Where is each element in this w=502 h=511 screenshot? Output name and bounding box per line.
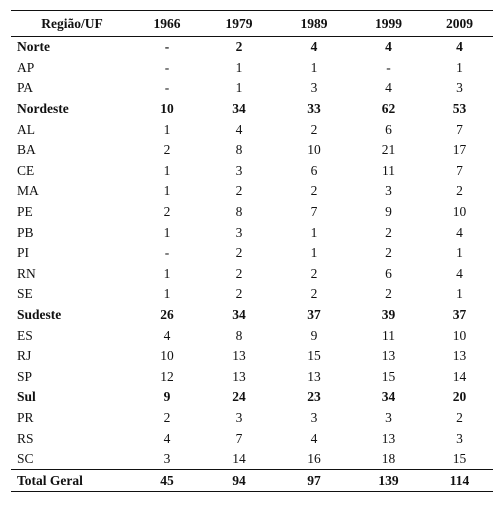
value-cell: 8	[235, 327, 243, 343]
value-cell: 3	[385, 409, 392, 425]
value-cell: 8	[235, 142, 243, 158]
table-row	[11, 284, 493, 305]
table-body	[11, 37, 493, 492]
value-cell: 10	[160, 348, 174, 364]
value-cell: 1	[163, 265, 171, 281]
value-cell: 4	[385, 39, 392, 55]
value-cell: 2	[235, 39, 243, 55]
value-cell: 1	[163, 162, 171, 178]
region-row	[11, 305, 493, 326]
value-cell: 23	[307, 389, 321, 405]
header-1979: 1979	[201, 11, 277, 37]
table-row	[11, 222, 493, 243]
value-cell: 53	[452, 101, 467, 117]
value-cell: -	[164, 59, 170, 75]
table-row	[11, 58, 493, 79]
value-cell: 6	[385, 121, 392, 137]
value-cell: 2	[310, 286, 318, 302]
value-cell: 2	[385, 286, 392, 302]
table-row	[11, 119, 493, 140]
value-cell: -	[164, 245, 170, 261]
value-cell: 2	[310, 121, 318, 137]
region-row	[11, 37, 493, 58]
total-row	[11, 470, 493, 492]
value-cell: 4	[456, 224, 463, 240]
value-cell: 13	[381, 348, 396, 364]
row-label-cell: Sul	[17, 389, 36, 405]
value-cell: 45	[133, 470, 201, 492]
table-row	[11, 346, 493, 367]
value-cell: 10	[452, 204, 467, 220]
value-cell: 2	[235, 183, 243, 199]
row-label-cell: RJ	[17, 348, 32, 364]
row-label-cell: SE	[17, 286, 33, 302]
value-cell: 9	[163, 389, 171, 405]
value-cell: 3	[310, 80, 318, 96]
value-cell: 17	[452, 142, 467, 158]
value-cell: 1	[235, 59, 243, 75]
row-label-cell: PA	[17, 80, 34, 96]
value-cell: 13	[232, 368, 246, 384]
value-cell: 8	[235, 204, 243, 220]
value-cell: 7	[310, 204, 318, 220]
row-label-cell: RS	[17, 430, 34, 446]
header-1999: 1999	[351, 11, 426, 37]
value-cell: 7	[456, 162, 463, 178]
value-cell: 15	[307, 348, 321, 364]
value-cell: 2	[310, 265, 318, 281]
value-cell: 139	[351, 470, 426, 492]
value-cell: 4	[163, 327, 171, 343]
table-row	[11, 449, 493, 470]
value-cell: 16	[307, 451, 321, 467]
value-cell: -	[164, 80, 170, 96]
value-cell: 1	[456, 59, 463, 75]
row-label-cell: SP	[17, 368, 33, 384]
value-cell: 1	[163, 224, 171, 240]
value-cell: 4	[310, 430, 318, 446]
value-cell: 21	[381, 142, 396, 158]
value-cell: 4	[235, 121, 243, 137]
value-cell: 1	[163, 286, 171, 302]
table-row	[11, 181, 493, 202]
value-cell: 13	[307, 368, 321, 384]
row-label-cell: MA	[17, 183, 39, 199]
value-cell: 3	[310, 409, 318, 425]
value-cell: 2	[235, 245, 243, 261]
table-row	[11, 367, 493, 388]
value-cell: 15	[452, 451, 467, 467]
value-cell: 7	[456, 121, 463, 137]
value-cell: 3	[235, 224, 243, 240]
value-cell: 3	[456, 430, 463, 446]
value-cell: 2	[456, 409, 463, 425]
value-cell: 114	[426, 470, 493, 492]
row-label-cell: SC	[17, 451, 34, 467]
value-cell: 10	[307, 142, 321, 158]
value-cell: 2	[163, 204, 171, 220]
table-row	[11, 243, 493, 264]
value-cell: 39	[381, 307, 396, 323]
value-cell: 2	[456, 183, 463, 199]
row-label-cell: CE	[17, 162, 35, 178]
value-cell: 3	[456, 80, 463, 96]
value-cell: 7	[235, 430, 243, 446]
value-cell: 10	[452, 327, 467, 343]
value-cell: 1	[163, 183, 171, 199]
value-cell: 1	[310, 224, 318, 240]
value-cell: 34	[232, 307, 246, 323]
header-row	[11, 11, 493, 37]
row-label-cell: PI	[17, 245, 30, 261]
value-cell: 2	[385, 224, 392, 240]
row-label-cell: RN	[17, 265, 36, 281]
value-cell: 14	[452, 368, 467, 384]
row-label-cell: BA	[17, 142, 36, 158]
table-row	[11, 78, 493, 99]
value-cell: 1	[456, 286, 463, 302]
value-cell: 1	[456, 245, 463, 261]
header-2009: 2009	[426, 11, 493, 37]
value-cell: 3	[235, 162, 243, 178]
value-cell: 4	[456, 39, 463, 55]
value-cell: 15	[381, 368, 396, 384]
value-cell: 11	[382, 162, 395, 178]
value-cell: 37	[307, 307, 321, 323]
value-cell: 4	[163, 430, 171, 446]
value-cell: 34	[232, 101, 246, 117]
table-row	[11, 325, 493, 346]
value-cell: 1	[163, 121, 171, 137]
row-label-cell: AL	[17, 121, 35, 137]
value-cell: -	[386, 59, 391, 75]
value-cell: -	[164, 39, 170, 55]
value-cell: 94	[201, 470, 277, 492]
row-label-cell: PB	[17, 224, 34, 240]
header-1966: 1966	[133, 11, 201, 37]
value-cell: 6	[385, 265, 392, 281]
value-cell: 37	[452, 307, 467, 323]
value-cell: 18	[381, 451, 396, 467]
value-cell: 3	[385, 183, 392, 199]
value-cell: 13	[232, 348, 246, 364]
data-table-container	[11, 10, 493, 492]
value-cell: 2	[163, 409, 171, 425]
region-row	[11, 387, 493, 408]
header-region-uf: Região/UF	[11, 11, 133, 37]
value-cell: 26	[160, 307, 174, 323]
row-label-cell: Norte	[17, 39, 50, 55]
table-row	[11, 161, 493, 182]
table-row	[11, 428, 493, 449]
table-row	[11, 140, 493, 161]
value-cell: 11	[382, 327, 395, 343]
row-label-cell: PE	[17, 204, 33, 220]
table-row	[11, 408, 493, 429]
value-cell: 10	[160, 101, 174, 117]
table-row	[11, 202, 493, 223]
table-row	[11, 264, 493, 285]
value-cell: 24	[232, 389, 246, 405]
row-label-cell: PR	[17, 409, 34, 425]
value-cell: 9	[385, 204, 392, 220]
value-cell: 97	[277, 470, 351, 492]
value-cell: 20	[452, 389, 467, 405]
value-cell: 13	[381, 430, 396, 446]
value-cell: 1	[310, 59, 318, 75]
value-cell: 4	[456, 265, 463, 281]
row-label-cell: ES	[17, 327, 33, 343]
value-cell: 3	[235, 409, 243, 425]
header-1989: 1989	[277, 11, 351, 37]
value-cell: 4	[310, 39, 318, 55]
value-cell: 13	[452, 348, 467, 364]
value-cell: 9	[310, 327, 318, 343]
row-label-cell: Sudeste	[17, 307, 62, 323]
value-cell: 14	[232, 451, 246, 467]
value-cell: 2	[163, 142, 171, 158]
row-label-cell: AP	[17, 59, 35, 75]
value-cell: 62	[381, 101, 396, 117]
value-cell: 6	[310, 162, 318, 178]
row-label-cell: Nordeste	[17, 101, 69, 117]
value-cell: 12	[160, 368, 174, 384]
value-cell: 1	[235, 80, 243, 96]
row-label-cell: Total Geral	[11, 470, 133, 492]
value-cell: 2	[235, 286, 243, 302]
value-cell: 34	[381, 389, 396, 405]
value-cell: 33	[307, 101, 321, 117]
data-table	[11, 10, 493, 492]
value-cell: 2	[235, 265, 243, 281]
value-cell: 2	[385, 245, 392, 261]
region-row	[11, 99, 493, 120]
value-cell: 1	[310, 245, 318, 261]
value-cell: 4	[385, 80, 392, 96]
value-cell: 3	[163, 451, 171, 467]
value-cell: 2	[310, 183, 318, 199]
